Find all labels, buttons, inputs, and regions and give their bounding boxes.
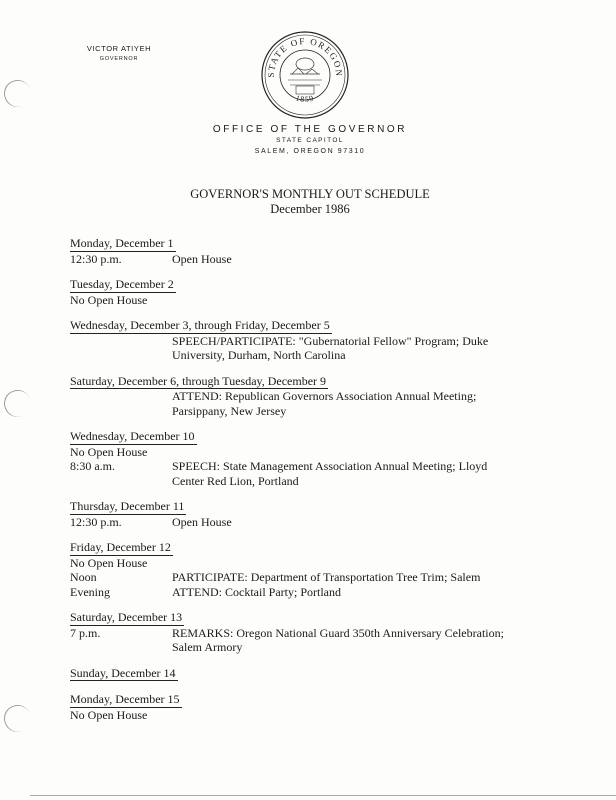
schedule-entry — [70, 459, 550, 474]
entry-time — [70, 474, 172, 489]
governor-name: VICTOR ATIYEH — [86, 44, 152, 53]
day-heading: Saturday, December 6, through Tuesday, December 9 — [70, 373, 327, 388]
schedule-entry — [70, 348, 550, 363]
day-heading: Monday, December 1 — [70, 236, 174, 250]
entry-description: PARTICIPATE: Department of Transportation Tree Trim; Salem — [172, 570, 481, 584]
schedule-entry — [70, 626, 550, 641]
schedule-entry — [70, 252, 550, 267]
entry-description: Open House — [172, 514, 232, 529]
entry-description: University, Durham, North Carolina — [172, 348, 346, 362]
office-city: SALEM, OREGON 97310 — [254, 148, 366, 155]
office-building: STATE CAPITOL — [276, 137, 344, 144]
binder-hole — [0, 76, 35, 111]
day-heading: Tuesday, December 2 — [70, 277, 174, 291]
entry-time — [70, 404, 172, 419]
day-heading: Saturday, December 13 — [70, 610, 183, 624]
document-title-block — [120, 187, 500, 217]
entry-description: Center Red Lion, Portland — [172, 473, 299, 488]
entry-description: REMARKS: Oregon National Guard 350th Anniversary Celebration; — [172, 625, 504, 640]
day-heading: Sunday, December 14 — [70, 665, 176, 680]
entry-time — [70, 640, 172, 655]
schedule-day — [70, 236, 550, 266]
schedule-entry — [70, 445, 550, 460]
schedule-day — [70, 374, 550, 419]
document-subtitle: December 1986 — [270, 202, 350, 216]
schedule-entry — [70, 293, 550, 308]
schedule-list — [70, 236, 550, 733]
schedule-day — [70, 666, 550, 682]
entry-time: No Open House — [70, 707, 148, 722]
entry-time: No Open House — [70, 444, 148, 459]
entry-time: Noon — [70, 570, 97, 584]
schedule-day — [70, 540, 550, 599]
schedule-day — [70, 692, 550, 722]
entry-time — [70, 389, 172, 404]
office-address — [160, 124, 460, 155]
day-heading: Friday, December 12 — [70, 540, 171, 554]
schedule-day — [70, 499, 550, 529]
office-name: OFFICE OF THE GOVERNOR — [212, 124, 408, 135]
entry-description: Parsippany, New Jersey — [172, 403, 287, 418]
entry-description: SPEECH/PARTICIPATE: "Gubernatorial Fellow" Program; Duke — [172, 333, 489, 348]
schedule-entry — [70, 389, 550, 404]
document-title: GOVERNOR'S MONTHLY OUT SCHEDULE — [190, 187, 430, 201]
day-heading: Wednesday, December 3, through Friday, December 5 — [70, 318, 330, 332]
entry-description: ATTEND: Cocktail Party; Portland — [172, 584, 341, 599]
entry-description: Salem Armory — [172, 640, 243, 654]
schedule-day — [70, 277, 550, 307]
entry-description: SPEECH: State Management Association Annual Meeting; Lloyd — [172, 459, 488, 473]
page-edge-divider — [30, 795, 616, 796]
entry-time: 8:30 a.m. — [70, 459, 115, 473]
day-heading: Thursday, December 11 — [70, 499, 185, 513]
governor-block — [74, 44, 164, 62]
day-heading: Monday, December 15 — [70, 692, 180, 706]
entry-time: No Open House — [70, 555, 148, 570]
entry-time — [70, 334, 172, 349]
entry-time: 12:30 p.m. — [70, 514, 122, 529]
schedule-entry — [70, 570, 550, 585]
entry-time: 12:30 p.m. — [70, 251, 122, 266]
binder-hole — [0, 701, 35, 736]
schedule-day — [70, 610, 550, 655]
schedule-entry — [70, 708, 550, 723]
schedule-entry — [70, 515, 550, 530]
entry-description: ATTEND: Republican Governors Association Annual Meeting; — [172, 389, 477, 403]
schedule-entry — [70, 640, 550, 655]
governor-title: GOVERNOR — [99, 56, 139, 62]
seal-year: 1859 — [294, 93, 316, 104]
binder-hole — [0, 386, 35, 421]
day-heading: Wednesday, December 10 — [70, 429, 195, 443]
entry-description: Open House — [172, 251, 232, 266]
schedule-entry — [70, 585, 550, 600]
schedule-day — [70, 318, 550, 363]
entry-time: 7 p.m. — [70, 625, 101, 640]
schedule-entry — [70, 474, 550, 489]
schedule-day — [70, 429, 550, 488]
state-seal-icon — [260, 30, 350, 120]
schedule-entry — [70, 404, 550, 419]
entry-time — [70, 348, 172, 363]
entry-time: No Open House — [70, 292, 148, 307]
schedule-entry — [70, 334, 550, 349]
schedule-entry — [70, 556, 550, 571]
entry-time: Evening — [70, 584, 110, 599]
seal-text: STATE OF OREGON — [265, 35, 345, 78]
